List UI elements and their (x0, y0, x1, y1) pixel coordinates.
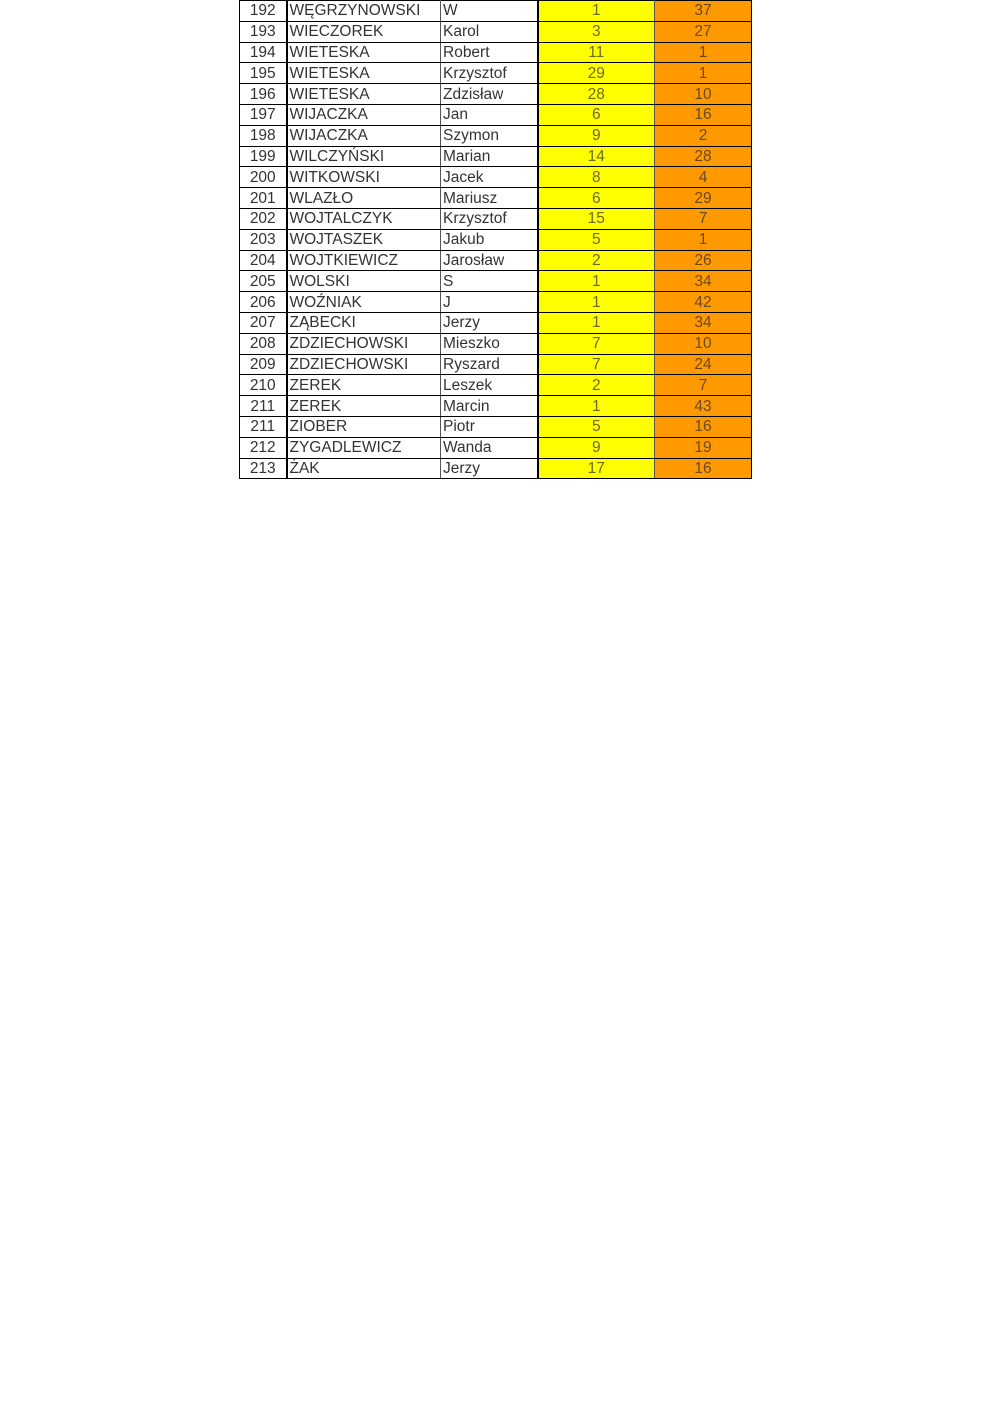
first-name-cell: Zdzisław (441, 84, 538, 105)
orange-value-cell: 43 (655, 396, 752, 417)
surname-cell: WOJTALCZYK (287, 208, 441, 229)
orange-value-cell: 42 (655, 292, 752, 313)
row-number-cell: 193 (240, 21, 287, 42)
orange-value-cell: 7 (655, 375, 752, 396)
row-number-cell: 192 (240, 1, 287, 22)
table-row (240, 229, 752, 250)
orange-value-cell: 10 (655, 333, 752, 354)
yellow-value-cell: 2 (538, 375, 655, 396)
surname-cell: ZEREK (287, 375, 441, 396)
yellow-value-cell: 5 (538, 229, 655, 250)
table-row (240, 250, 752, 271)
table-row (240, 146, 752, 167)
row-number-cell: 204 (240, 250, 287, 271)
row-number-cell: 208 (240, 333, 287, 354)
row-number-cell: 197 (240, 104, 287, 125)
table-row (240, 21, 752, 42)
orange-value-cell: 1 (655, 42, 752, 63)
orange-value-cell: 34 (655, 271, 752, 292)
row-number-cell: 198 (240, 125, 287, 146)
row-number-cell: 210 (240, 375, 287, 396)
surname-cell: ZĄBECKI (287, 312, 441, 333)
table-row (240, 271, 752, 292)
row-number-cell: 211 (240, 416, 287, 437)
first-name-cell: Marcin (441, 396, 538, 417)
yellow-value-cell: 9 (538, 125, 655, 146)
first-name-cell: Jarosław (441, 250, 538, 271)
first-name-cell: Ryszard (441, 354, 538, 375)
first-name-cell: J (441, 292, 538, 313)
first-name-cell: Karol (441, 21, 538, 42)
first-name-cell: S (441, 271, 538, 292)
surname-cell: WIETESKA (287, 84, 441, 105)
table-row (240, 375, 752, 396)
row-number-cell: 200 (240, 167, 287, 188)
table-row (240, 63, 752, 84)
yellow-value-cell: 9 (538, 437, 655, 458)
surname-cell: WOJTKIEWICZ (287, 250, 441, 271)
row-number-cell: 205 (240, 271, 287, 292)
row-number-cell: 194 (240, 42, 287, 63)
row-number-cell: 213 (240, 458, 287, 479)
first-name-cell: Piotr (441, 416, 538, 437)
yellow-value-cell: 1 (538, 292, 655, 313)
row-number-cell: 206 (240, 292, 287, 313)
surname-cell: WIECZOREK (287, 21, 441, 42)
yellow-value-cell: 28 (538, 84, 655, 105)
table-row (240, 292, 752, 313)
first-name-cell: W (441, 1, 538, 22)
row-number-cell: 201 (240, 188, 287, 209)
yellow-value-cell: 7 (538, 333, 655, 354)
surname-cell: WĘGRZYNOWSKI (287, 1, 441, 22)
orange-value-cell: 26 (655, 250, 752, 271)
table-row (240, 416, 752, 437)
table-row (240, 396, 752, 417)
yellow-value-cell: 1 (538, 271, 655, 292)
orange-value-cell: 28 (655, 146, 752, 167)
first-name-cell: Szymon (441, 125, 538, 146)
table-row (240, 333, 752, 354)
surname-cell: WILCZYŃSKI (287, 146, 441, 167)
yellow-value-cell: 1 (538, 396, 655, 417)
surname-cell: WIETESKA (287, 42, 441, 63)
yellow-value-cell: 6 (538, 188, 655, 209)
orange-value-cell: 4 (655, 167, 752, 188)
surname-cell: WOŹNIAK (287, 292, 441, 313)
table-row (240, 167, 752, 188)
first-name-cell: Jacek (441, 167, 538, 188)
row-number-cell: 209 (240, 354, 287, 375)
yellow-value-cell: 14 (538, 146, 655, 167)
surname-cell: WOLSKI (287, 271, 441, 292)
first-name-cell: Leszek (441, 375, 538, 396)
orange-value-cell: 2 (655, 125, 752, 146)
orange-value-cell: 1 (655, 63, 752, 84)
orange-value-cell: 16 (655, 104, 752, 125)
orange-value-cell: 27 (655, 21, 752, 42)
first-name-cell: Jerzy (441, 312, 538, 333)
surname-cell: WIJACZKA (287, 104, 441, 125)
table-row (240, 458, 752, 479)
yellow-value-cell: 5 (538, 416, 655, 437)
surname-cell: WLAZŁO (287, 188, 441, 209)
first-name-cell: Mariusz (441, 188, 538, 209)
row-number-cell: 195 (240, 63, 287, 84)
first-name-cell: Wanda (441, 437, 538, 458)
first-name-cell: Krzysztof (441, 208, 538, 229)
ranking-table-body (240, 1, 752, 479)
row-number-cell: 199 (240, 146, 287, 167)
table-row (240, 1, 752, 22)
table-row (240, 437, 752, 458)
orange-value-cell: 1 (655, 229, 752, 250)
row-number-cell: 207 (240, 312, 287, 333)
surname-cell: ZDZIECHOWSKI (287, 354, 441, 375)
ranking-table (239, 0, 752, 479)
table-row (240, 354, 752, 375)
row-number-cell: 212 (240, 437, 287, 458)
yellow-value-cell: 1 (538, 1, 655, 22)
row-number-cell: 202 (240, 208, 287, 229)
first-name-cell: Mieszko (441, 333, 538, 354)
surname-cell: ZEREK (287, 396, 441, 417)
table-row (240, 125, 752, 146)
yellow-value-cell: 8 (538, 167, 655, 188)
row-number-cell: 196 (240, 84, 287, 105)
yellow-value-cell: 7 (538, 354, 655, 375)
surname-cell: WIETESKA (287, 63, 441, 84)
table-row (240, 42, 752, 63)
orange-value-cell: 29 (655, 188, 752, 209)
table-row (240, 208, 752, 229)
table-row (240, 104, 752, 125)
surname-cell: ZDZIECHOWSKI (287, 333, 441, 354)
table-row (240, 84, 752, 105)
surname-cell: WITKOWSKI (287, 167, 441, 188)
surname-cell: ZYGADLEWICZ (287, 437, 441, 458)
surname-cell: ŻAK (287, 458, 441, 479)
orange-value-cell: 19 (655, 437, 752, 458)
yellow-value-cell: 2 (538, 250, 655, 271)
first-name-cell: Robert (441, 42, 538, 63)
orange-value-cell: 34 (655, 312, 752, 333)
orange-value-cell: 16 (655, 416, 752, 437)
row-number-cell: 203 (240, 229, 287, 250)
yellow-value-cell: 1 (538, 312, 655, 333)
first-name-cell: Krzysztof (441, 63, 538, 84)
surname-cell: ZIOBER (287, 416, 441, 437)
yellow-value-cell: 3 (538, 21, 655, 42)
yellow-value-cell: 6 (538, 104, 655, 125)
orange-value-cell: 16 (655, 458, 752, 479)
yellow-value-cell: 29 (538, 63, 655, 84)
table-row (240, 188, 752, 209)
first-name-cell: Jerzy (441, 458, 538, 479)
yellow-value-cell: 11 (538, 42, 655, 63)
yellow-value-cell: 17 (538, 458, 655, 479)
row-number-cell: 211 (240, 396, 287, 417)
surname-cell: WOJTASZEK (287, 229, 441, 250)
first-name-cell: Jan (441, 104, 538, 125)
first-name-cell: Marian (441, 146, 538, 167)
yellow-value-cell: 15 (538, 208, 655, 229)
surname-cell: WIJACZKA (287, 125, 441, 146)
table-row (240, 312, 752, 333)
orange-value-cell: 7 (655, 208, 752, 229)
orange-value-cell: 24 (655, 354, 752, 375)
orange-value-cell: 10 (655, 84, 752, 105)
first-name-cell: Jakub (441, 229, 538, 250)
orange-value-cell: 37 (655, 1, 752, 22)
